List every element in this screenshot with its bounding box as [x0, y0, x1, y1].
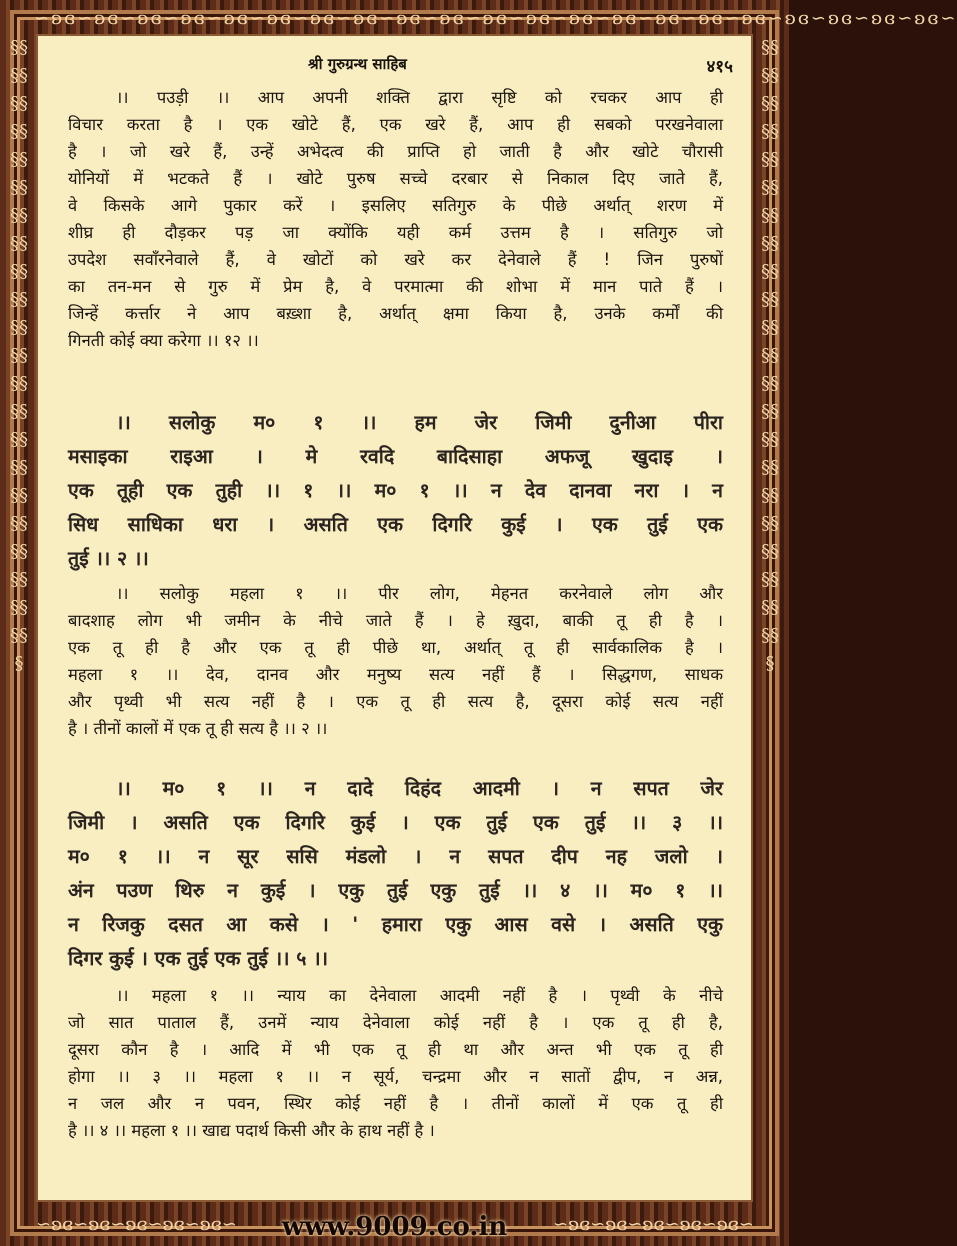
- verse-line: ।। सलोकु म० १ ।। हम जेर जिमी दुनीआ पीरा: [116, 411, 723, 434]
- right-ornament-icon: §§§§§§§§§§§§§§§§§§§§§§§§§§§§§§§§§§§§§§§§§§§§§: [761, 37, 779, 674]
- verse-line: ।। म० १ ।। न दादे दिहंद आदमी । न सपत जेर: [116, 777, 723, 800]
- text-line: और पृथ्वी भी सत्य नहीं है । एक तू ही सत्य है, दूसरा कोई सत्य नहीं: [68, 692, 723, 711]
- text-line: बादशाह लोग भी जमीन के नीचे जाते हैं । हे ख़ुदा, बाकी तू ही है ।: [68, 611, 723, 630]
- footer-ornament-left-icon: ∽ʚɞ∽ʚɞ∽ʚɞ∽ʚɞ∽ʚɞ∽: [36, 1214, 237, 1235]
- scripture-page: [36, 34, 753, 1202]
- verse-line: सिध साधिका धरा । असति एक दिगरि कुई । एक तुई एक: [68, 513, 723, 536]
- text-line: महला १ ।। देव, दानव और मनुष्य सत्य नहीं हैं । सिद्धगण, साधक: [68, 665, 723, 684]
- text-line: विचार करता है । एक खोटे हैं, एक खरे हैं, आप ही सबको परखनेवाला: [68, 115, 723, 134]
- text-line: जो सात पाताल हैं, उनमें न्याय देनेवाला कोई नहीं है । एक तू ही है,: [68, 1013, 723, 1032]
- text-line: जिन्हें कर्त्तार ने आप बख़्शा है, अर्थात् क्षमा किया है, उनके कर्मों की: [68, 304, 723, 323]
- text-line: गिनती कोई क्या करेगा ।। १२ ।।: [68, 331, 259, 350]
- text-line: ।। पउड़ी ।। आप अपनी शक्ति द्वारा सृष्टि को रचकर आप ही: [116, 88, 723, 107]
- verse-line: म० १ ।। न सूर ससि मंडलो । न सपत दीप नह जलो ।: [68, 845, 723, 868]
- verse-line: अंन पउण थिरु न कुई । एकु तुई एकु तुई ।। ४ ।। म० १ ।।: [68, 879, 723, 902]
- text-line: ।। सलोकु महला १ ।। पीर लोग, मेहनत करनेवाले लोग और: [116, 584, 723, 603]
- text-line: वे किसके आगे पुकार करें । इसलिए सतिगुरु के पीछे अर्थात् शरण में: [68, 196, 723, 215]
- text-line: ।। महला १ ।। न्याय का देनेवाला आदमी नहीं है । पृथ्वी के नीचे: [116, 986, 723, 1005]
- verse-line: न रिजकु दसत आ कसे । ' हमारा एकु आस वसे । असति एकु: [68, 913, 723, 936]
- salok-translation: [68, 580, 723, 742]
- page-number: ४१५: [706, 57, 733, 77]
- website-url: www.9009.co.in: [281, 1212, 508, 1242]
- text-line: है । तीनों कालों में एक तू ही सत्य है ।। २ ।।: [68, 719, 328, 738]
- text-line: दूसरा कौन है । आदि में भी एक तू ही था और अन्त भी एक तू ही: [68, 1040, 723, 1059]
- text-line: है ।। ४ ।। महला १ ।। खाद्य पदार्थ किसी और के हाथ नहीं है ।: [68, 1121, 435, 1140]
- pauri-translation: [68, 84, 723, 354]
- text-line: होगा ।। ३ ।। महला १ ।। न सूर्य, चन्द्रमा और न सातों द्वीप, न अन्न,: [68, 1067, 723, 1086]
- verse-line: दिगर कुई । एक तुई एक तुई ।। ५ ।।: [68, 947, 328, 970]
- mahla-translation: [68, 982, 723, 1144]
- mahla-gurmukhi-verse: [68, 772, 723, 976]
- page-title: श्री गुरुग्रन्थ साहिब: [308, 55, 407, 73]
- top-ornament-icon: ∽ʚɞ∽ʚɞ∽ʚɞ∽ʚɞ∽ʚɞ∽ʚɞ∽ʚɞ∽ʚɞ∽ʚɞ∽ʚɞ∽ʚɞ∽ʚɞ∽ʚɞ∽ʚɞ∽ʚɞ∽ʚɞ∽ʚɞ∽ʚɞ∽ʚɞ∽ʚɞ∽ʚɞ∽: [34, 8, 957, 29]
- salok-gurmukhi-verse: [68, 406, 723, 576]
- footer: [0, 1208, 789, 1246]
- footer-ornament-right-icon: ∽ʚɞ∽ʚɞ∽ʚɞ∽ʚɞ∽ʚɞ∽: [553, 1214, 754, 1235]
- verse-line: तुई ।। २ ।।: [68, 547, 149, 570]
- text-line: योनियों में भटकते हैं । खोटे पुरुष सच्चे दरबार से निकाल दिए जाते हैं,: [68, 169, 723, 188]
- text-line: उपदेश सवाँरनेवाले हैं, वे खोटों को खरे कर देनेवाले हैं ! जिन पुरुषों: [68, 250, 723, 269]
- verse-line: मसाइका राइआ । मे रवदि बादिसाहा अफजू खुदाइ ।: [68, 445, 723, 468]
- page-header: [36, 54, 753, 76]
- text-line: है । जो खरे हैं, उन्हें अभेदत्व की प्राप्ति हो जाती है और खोटे चौरासी: [68, 142, 723, 161]
- verse-line: एक तूही एक तुही ।। १ ।। म० १ ।। न देव दानवा नरा । न: [68, 479, 723, 502]
- text-line: शीघ्र ही दौड़कर पड़ जा क्योंकि यही कर्म उत्तम है । सतिगुरु जो: [68, 223, 723, 242]
- left-ornament-icon: §§§§§§§§§§§§§§§§§§§§§§§§§§§§§§§§§§§§§§§§§§§§§: [10, 37, 28, 674]
- text-line: का तन-मन से गुरु में प्रेम है, वे परमात्मा की शोभा में मान पाते हैं ।: [68, 277, 723, 296]
- verse-line: जिमी । असति एक दिगरि कुई । एक तुई एक तुई ।। ३ ।।: [68, 811, 723, 834]
- text-line: एक तू ही है और एक तू ही पीछे था, अर्थात् तू ही सार्वकालिक है ।: [68, 638, 723, 657]
- text-line: न जल और न पवन, स्थिर कोई नहीं है । तीनों कालों में एक तू ही: [68, 1094, 723, 1113]
